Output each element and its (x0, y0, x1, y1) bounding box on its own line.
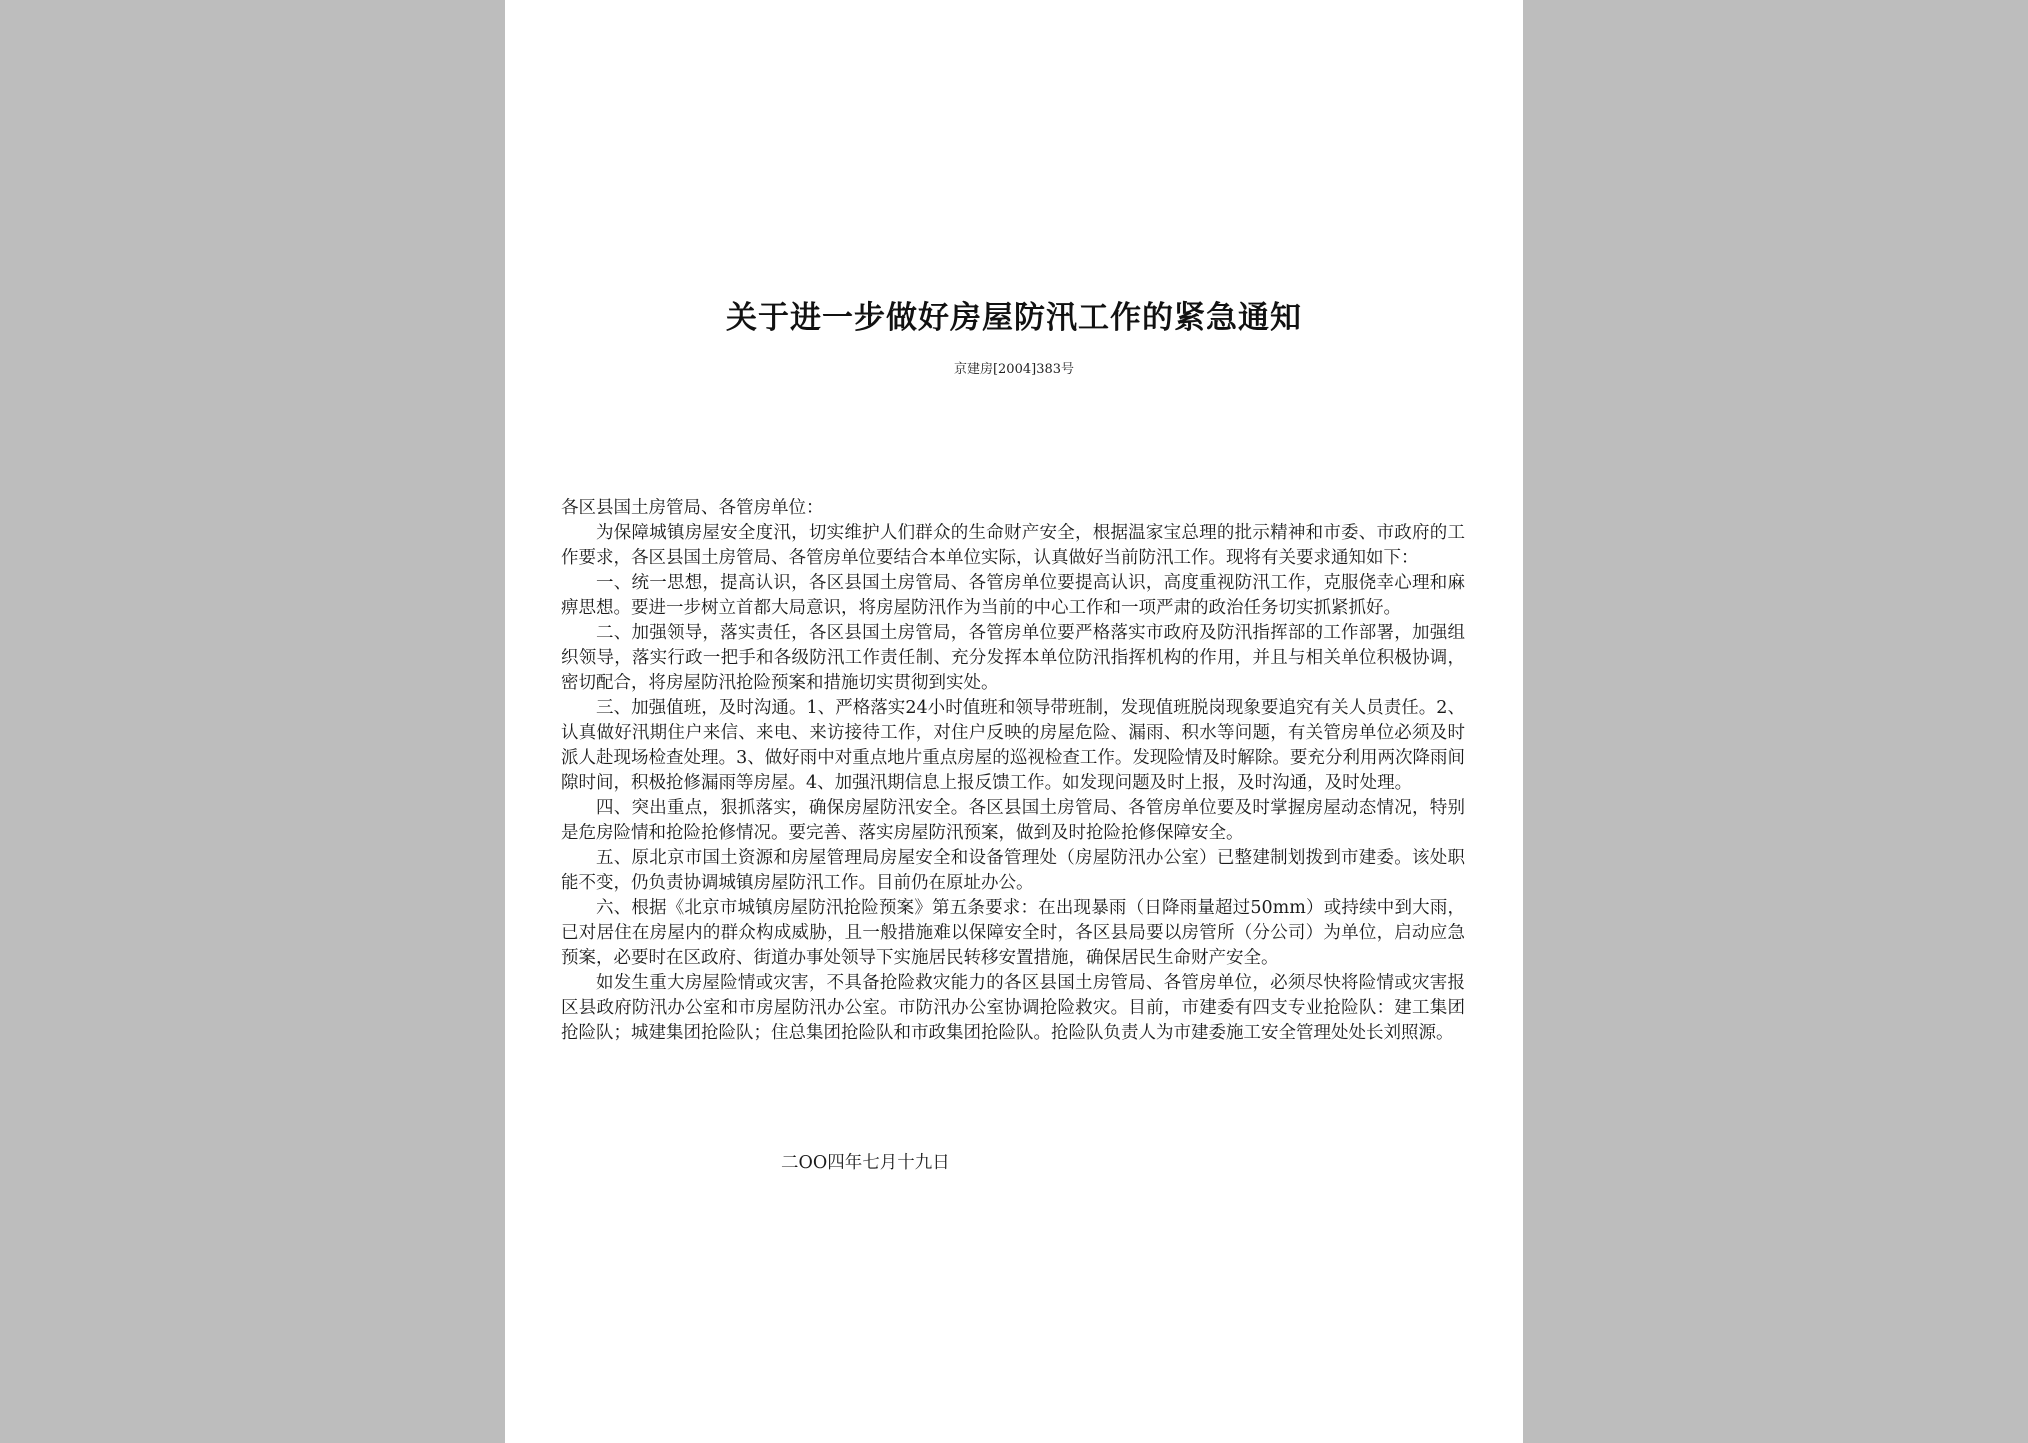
paragraph-item-6: 六、根据《北京市城镇房屋防汛抢险预案》第五条要求：在出现暴雨（日降雨量超过50mm）或持续中到大雨，已对居住在房屋内的群众构成威胁，且一般措施难以保障安全时，各区县局要以房管所（分公司）为单位，启动应急预案，必要时在区政府、街道办事处领导下实施居民转移安置措施，确保居民生命财产安全。 (561, 898, 1465, 968)
document-page (505, 0, 1523, 1443)
paragraph-closing: 如发生重大房屋险情或灾害，不具备抢险救灾能力的各区县国土房管局、各管房单位，必须尽快将险情或灾害报区县政府防汛办公室和市房屋防汛办公室。市防汛办公室协调抢险救灾。目前，市建委有四支专业抢险队：建工集团抢险队；城建集团抢险队；住总集团抢险队和市政集团抢险队。抢险队负责人为市建委施工安全管理处处长刘照源。 (561, 973, 1465, 1043)
paragraph-item-5: 五、原北京市国土资源和房屋管理局房屋安全和设备管理处（房屋防汛办公室）已整建制划拨到市建委。该处职能不变，仍负责协调城镇房屋防汛工作。目前仍在原址办公。 (561, 848, 1465, 893)
document-body (561, 496, 1465, 1046)
document-number: 京建房[2004]383号 (953, 362, 1075, 377)
salutation: 各区县国土房管局、各管房单位： (561, 498, 824, 518)
paragraph-item-1: 一、统一思想，提高认识，各区县国土房管局、各管房单位要提高认识，高度重视防汛工作，克服侥幸心理和麻痹思想。要进一步树立首都大局意识，将房屋防汛作为当前的中心工作和一项严肃的政治任务切实抓紧抓好。 (561, 573, 1465, 618)
paragraph-intro: 为保障城镇房屋安全度汛，切实维护人们群众的生命财产安全，根据温家宝总理的批示精神和市委、市政府的工作要求，各区县国土房管局、各管房单位要结合本单位实际，认真做好当前防汛工作。现将有关要求通知如下： (561, 523, 1465, 568)
document-date: 二OO四年七月十九日 (781, 1153, 950, 1173)
paragraph-item-3: 三、加强值班，及时沟通。1、严格落实24小时值班和领导带班制，发现值班脱岗现象要追究有关人员责任。2、认真做好汛期住户来信、来电、来访接待工作，对住户反映的房屋危险、漏雨、积水等问题，有关管房单位必须及时派人赴现场检查处理。3、做好雨中对重点地片重点房屋的巡视检查工作。发现险情及时解除。要充分利用两次降雨间隙时间，积极抢修漏雨等房屋。4、加强汛期信息上报反馈工作。如发现问题及时上报，及时沟通，及时处理。 (561, 698, 1465, 793)
document-title: 关于进一步做好房屋防汛工作的紧急通知 (726, 300, 1302, 336)
paragraph-item-2: 二、加强领导，落实责任，各区县国土房管局，各管房单位要严格落实市政府及防汛指挥部的工作部署，加强组织领导，落实行政一把手和各级防汛工作责任制、充分发挥本单位防汛指挥机构的作用，并且与相关单位积极协调，密切配合，将房屋防汛抢险预案和措施切实贯彻到实处。 (561, 623, 1465, 693)
paragraph-item-4: 四、突出重点，狠抓落实，确保房屋防汛安全。各区县国土房管局、各管房单位要及时掌握房屋动态情况，特别是危房险情和抢险抢修情况。要完善、落实房屋防汛预案，做到及时抢险抢修保障安全。 (561, 798, 1465, 843)
